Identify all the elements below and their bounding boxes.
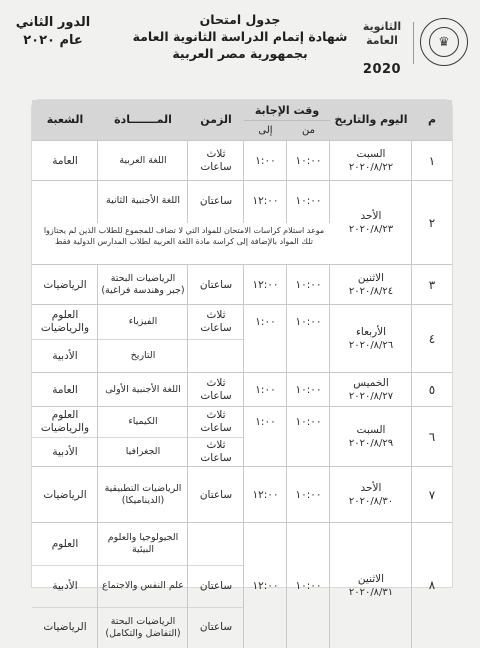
column-divider: [187, 305, 188, 373]
row-time-to: ١٢:٠٠: [252, 194, 279, 207]
column-divider: [329, 305, 330, 373]
col-branch: الشعبة: [46, 113, 84, 126]
row-branch: العلوم والرياضيات: [40, 309, 90, 334]
row-day-date: [330, 523, 412, 648]
row-day-date: [330, 467, 412, 523]
row-time-from: ١٠:٠٠: [295, 278, 322, 291]
row-date: ٢٠٢٠/٨/٣٠: [348, 496, 394, 507]
column-divider: [329, 523, 330, 648]
column-divider: [243, 467, 244, 523]
row-time-from: ١٠:٠٠: [295, 154, 322, 167]
column-divider: [286, 265, 287, 305]
row-day-date: [330, 141, 412, 181]
row-duration: ساعتان: [199, 579, 233, 592]
title-line-1: جدول امتحان: [199, 12, 281, 27]
row-date: ٢٠٢٠/٨/٢٢: [348, 162, 394, 173]
column-divider: [243, 305, 244, 373]
row-time-to: ١:٠٠: [255, 415, 276, 428]
row-time-from: ١٠:٠٠: [295, 383, 322, 396]
row-duration: ساعتان: [199, 621, 233, 633]
row-subject: علم النفس والاجتماع: [102, 580, 184, 591]
row-day: الاثنين: [357, 272, 385, 284]
row-date: ٢٠٢٠/٨/٢٧: [348, 391, 394, 402]
sub-row-divider: [32, 565, 244, 566]
column-divider: [411, 407, 412, 467]
row-subject: التاريخ: [130, 350, 156, 361]
column-divider: [286, 407, 287, 467]
row-duration: ساعتان: [199, 194, 233, 207]
row-time-from: [287, 437, 330, 467]
column-divider: [329, 141, 330, 181]
column-divider: [97, 141, 98, 181]
sub-row-divider: [32, 339, 244, 340]
exam-schedule-table: [32, 100, 452, 639]
column-divider: [187, 373, 188, 407]
row-branch: الأدبية: [52, 349, 78, 362]
row-time-to: ١٢:٠٠: [252, 488, 279, 501]
row-number: ٢: [428, 215, 436, 230]
column-divider: [187, 467, 188, 523]
column-divider: [286, 373, 287, 407]
table-row: [32, 140, 452, 180]
column-divider: [243, 523, 244, 648]
row-number: ٧: [428, 487, 436, 502]
row-subject: اللغة العربية: [119, 155, 167, 166]
table-row: [32, 372, 452, 406]
table-row: [32, 180, 452, 264]
row-number: ٣: [428, 277, 436, 292]
logo-brand: الثانوية العامة: [362, 20, 402, 47]
row-time-to: [244, 607, 287, 648]
column-divider: [187, 181, 188, 223]
row-duration: ثلاث ساعات: [200, 148, 232, 173]
row-day: الأحد: [360, 210, 382, 222]
row-branch: العلوم والرياضيات: [40, 409, 90, 434]
row-subject: الرياضيات البحتة (التفاضل والتكامل): [105, 615, 181, 639]
row-duration: ثلاث ساعات: [200, 439, 232, 464]
column-divider: [243, 407, 244, 467]
column-divider: [187, 265, 188, 305]
row-time-to: ١:٠٠: [255, 383, 276, 396]
column-divider: [286, 523, 287, 648]
row-branch: الرياضيات: [43, 621, 87, 633]
column-divider: [97, 373, 98, 407]
row-branch: العامة: [52, 154, 78, 167]
column-divider: [243, 265, 244, 305]
row-branch: العامة: [52, 383, 78, 396]
row-time-to: [244, 339, 287, 373]
column-divider: [97, 181, 98, 223]
row-date: ٢٠٢٠/٨/٢٤: [348, 286, 394, 297]
column-divider: [243, 141, 244, 181]
row-time-from: ١٠:٠٠: [295, 194, 322, 207]
column-divider: [97, 523, 98, 648]
row-day-date: [330, 407, 412, 467]
eagle-icon: ♛: [429, 27, 459, 57]
column-divider: [286, 141, 287, 181]
session-line-1: الدور الثاني: [15, 15, 91, 30]
row-day: الاثنين: [357, 572, 385, 585]
column-divider: [411, 523, 412, 648]
logo-year: 2020: [362, 62, 402, 77]
row-day-date: [330, 265, 412, 305]
logo-divider: [413, 22, 414, 64]
row-duration: ثلاث ساعات: [200, 409, 232, 434]
ministry-emblem-icon: [420, 18, 468, 66]
col-to: إلى: [258, 125, 273, 136]
page-title: [95, 12, 385, 62]
column-divider: [286, 467, 287, 523]
sub-row-divider: [32, 437, 244, 438]
row-time-to: ١٢:٠٠: [252, 579, 279, 592]
column-divider: [97, 407, 98, 467]
row-time-from: ١٠:٠٠: [295, 415, 322, 428]
column-divider: [329, 265, 330, 305]
column-divider: [97, 467, 98, 523]
row-number: ١: [428, 153, 436, 168]
row-subject: الكيمياء: [128, 416, 158, 427]
column-divider: [243, 181, 244, 223]
table-row: [32, 522, 452, 647]
row-day: الأحد: [360, 482, 382, 494]
row-subject: اللغة الأجنبية الأولى: [105, 384, 181, 395]
row-number: ٤: [428, 331, 436, 346]
sub-row-divider: [32, 607, 244, 608]
col-day-date: اليوم والتاريخ: [334, 113, 408, 126]
row-branch: [32, 181, 98, 221]
col-duration: الزمن: [200, 113, 232, 126]
row-time-from: [287, 339, 330, 373]
header-subdivider: [244, 120, 330, 121]
row-time-to: ١:٠٠: [255, 315, 276, 328]
column-divider: [411, 265, 412, 305]
title-line-2: شهادة إتمام الدراسة الثانوية العامة: [132, 29, 348, 44]
column-divider: [97, 265, 98, 305]
row-note: موعد استلام كراسات الامتحان للمواد التي لا تضاف للمجموع للطلاب الذين لم يجتازوا تلك المواد بالإضافة إلى كراسة مادة اللغة العربية لطلاب المدارس الدولية فقط: [43, 226, 325, 246]
page-header: [0, 0, 480, 96]
row-day-date: [330, 305, 412, 373]
row-duration: ثلاث ساعات: [200, 377, 232, 402]
row-subject: الفيزياء: [128, 316, 158, 327]
column-divider: [329, 373, 330, 407]
row-time-from: ١٠:٠٠: [295, 488, 322, 501]
row-subject: اللغة الأجنبية الثانية: [106, 195, 180, 206]
row-duration: ثلاث ساعات: [200, 309, 232, 334]
column-divider: [329, 181, 330, 223]
row-number: ٥: [428, 382, 436, 397]
column-divider: [243, 373, 244, 407]
row-day: الخميس: [353, 377, 389, 389]
table-row: [32, 406, 452, 466]
title-line-3: بجمهورية مصر العربية: [172, 46, 308, 61]
column-divider: [286, 305, 287, 373]
row-time-to: [244, 437, 287, 467]
column-divider: [187, 141, 188, 181]
row-time-from: [287, 607, 330, 648]
table-row: [32, 466, 452, 522]
row-time-to: [244, 523, 287, 565]
row-date: ٢٠٢٠/٨/٢٩: [348, 438, 394, 449]
row-day: الأربعاء: [355, 326, 387, 338]
col-subject: المـــــــادة: [114, 113, 172, 126]
row-branch: الرياضيات: [43, 488, 87, 501]
row-number: ٨: [428, 578, 436, 592]
row-branch: الأدبية: [52, 445, 78, 458]
row-day: السبت: [356, 148, 386, 160]
row-time-from: ١٠:٠٠: [295, 315, 322, 328]
row-subject: الرياضيات التطبيقية (الديناميكا): [104, 483, 182, 506]
row-time-to: ١٢:٠٠: [252, 278, 279, 291]
row-number: ٦: [428, 429, 436, 444]
row-duration: ساعتان: [199, 278, 233, 291]
col-num: م: [427, 113, 437, 126]
row-duration: [188, 339, 244, 373]
row-time-to: ١:٠٠: [255, 154, 276, 167]
column-divider: [97, 305, 98, 373]
column-divider: [329, 467, 330, 523]
row-day-date: [330, 181, 412, 265]
row-time-from: [287, 523, 330, 565]
column-divider: [411, 141, 412, 181]
row-subject: الرياضيات البحتة (جبر وهندسة فراغية): [101, 273, 185, 296]
column-divider: [411, 467, 412, 523]
table-row: [32, 264, 452, 304]
row-date: ٢٠٢٠/٨/٣١: [348, 586, 394, 598]
row-day: السبت: [356, 424, 386, 436]
table-header: [32, 100, 452, 140]
session-label: [8, 14, 98, 50]
row-branch: الرياضيات: [43, 278, 87, 291]
table-row: [32, 304, 452, 372]
column-divider: [411, 373, 412, 407]
column-divider: [187, 407, 188, 467]
column-divider: [187, 523, 188, 648]
column-divider: [411, 305, 412, 373]
row-branch: الأدبية: [52, 579, 78, 592]
column-divider: [286, 181, 287, 223]
row-subject: الجغرافيا: [125, 446, 161, 457]
row-time-from: ١٠:٠٠: [295, 579, 322, 592]
row-subject: الجيولوجيا والعلوم البيئية: [107, 532, 179, 555]
session-line-2: عام ٢٠٢٠: [23, 33, 83, 48]
row-date: ٢٠٢٠/٨/٢٦: [348, 340, 394, 351]
row-duration: [188, 523, 244, 565]
column-divider: [329, 407, 330, 467]
col-answer-time: وقت الإجابة: [254, 104, 320, 117]
row-branch: العلوم: [51, 537, 79, 550]
row-duration: ساعتان: [199, 488, 233, 501]
row-date: ٢٠٢٠/٨/٢٣: [348, 224, 394, 235]
col-from: من: [302, 125, 315, 136]
row-day-date: [330, 373, 412, 407]
column-divider: [411, 181, 412, 265]
